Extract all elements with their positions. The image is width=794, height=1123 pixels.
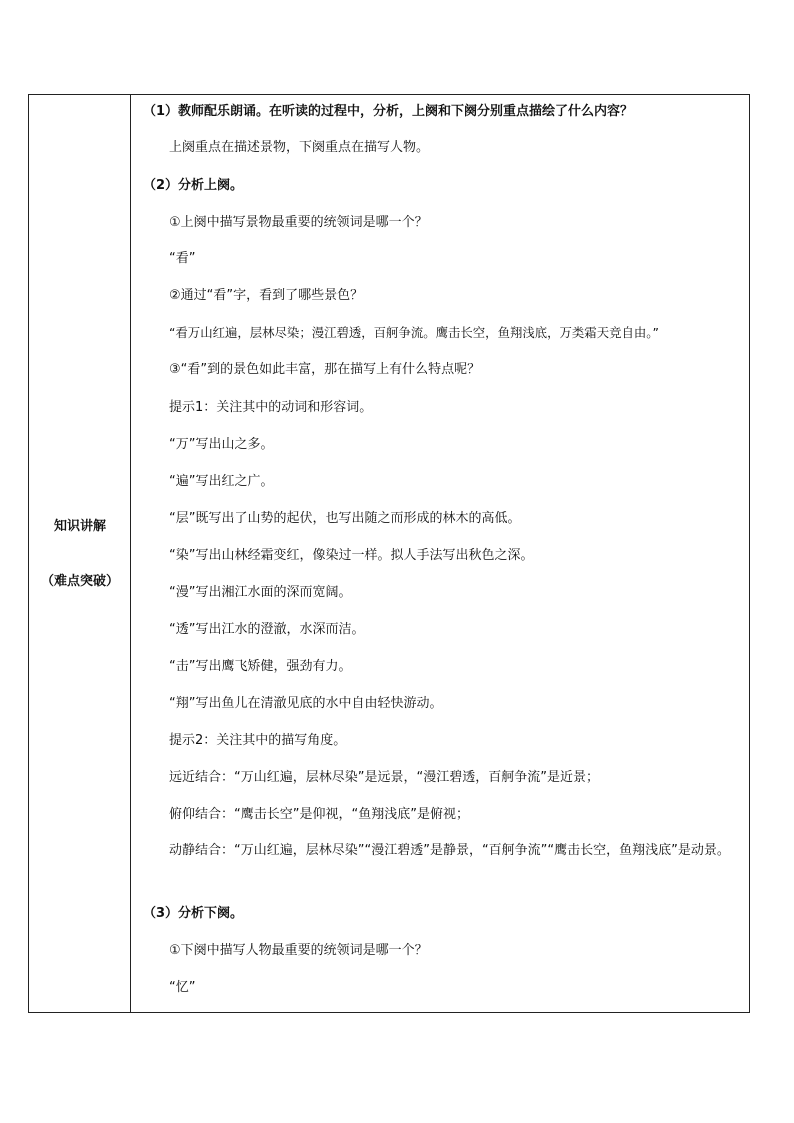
word-analysis-ji: “击”写出鹰飞矫健，强劲有力。 [169,659,352,674]
question-1-heading: （1）教师配乐朗诵。在听读的过程中，分析，上阕和下阕分别重点描绘了什么内容？ [143,104,634,119]
content-cell [131,95,749,1012]
section-label-cell [29,95,131,1012]
word-analysis-ceng: “层”既写出了山势的起伏，也写出随之而形成的林木的高低。 [169,511,521,526]
word-analysis-xiang: “翔”写出鱼儿在清澈见底的水中自由轻快游动。 [169,696,443,711]
angle-up-down: 俯仰结合：“鹰击长空”是仰视，“鱼翔浅底”是俯视； [169,807,469,822]
word-analysis-ran: “染”写出山林经霜变红，像染过一样。拟人手法写出秋色之深。 [169,548,534,563]
word-analysis-bian: “遍”写出红之广。 [169,474,274,489]
question-3-sub-1: ①下阕中描写人物最重要的统领词是哪一个？ [169,943,428,958]
word-analysis-tou: “透”写出江水的澄澈，水深而洁。 [169,622,365,637]
hint-1: 提示1：关注其中的动词和形容词。 [169,400,373,415]
word-analysis-man: “漫”写出湘江水面的深而宽阔。 [169,585,352,600]
lesson-table [28,94,750,1013]
question-2-heading: （2）分析上阕。 [143,178,244,193]
question-1-answer: 上阕重点在描述景物，下阕重点在描写人物。 [169,140,430,155]
question-2-sub-1: ①上阕中描写景物最重要的统领词是哪一个？ [169,215,428,230]
question-2-sub-3: ③“看”到的景色如此丰富，那在描写上有什么特点呢？ [169,362,481,377]
question-2-sub-2: ②通过“看”字，看到了哪些景色？ [169,288,364,303]
question-3-answer-1: “忆” [169,980,196,995]
question-2-answer-2: “看万山红遍，层林尽染；漫江碧透，百舸争流。鹰击长空，鱼翔浅底，万类霜天竞自由。” [169,325,659,340]
hint-2: 提示2：关注其中的描写角度。 [169,733,347,748]
angle-motion-still: 动静结合：“万山红遍，层林尽染”“漫江碧透”是静景，“百舸争流”“鹰击长空，鱼翔浅底”是动景。 [169,843,730,858]
angle-far-near: 远近结合：“万山红遍，层林尽染”是远景，“漫江碧透，百舸争流”是近景； [169,770,599,785]
section-sublabel: （难点突破） [40,574,119,589]
question-3-heading: （3）分析下阕。 [143,906,244,921]
section-label: 知识讲解 [53,519,106,534]
word-analysis-wan: “万”写出山之多。 [169,437,274,452]
question-2-answer-1: “看” [169,251,196,266]
